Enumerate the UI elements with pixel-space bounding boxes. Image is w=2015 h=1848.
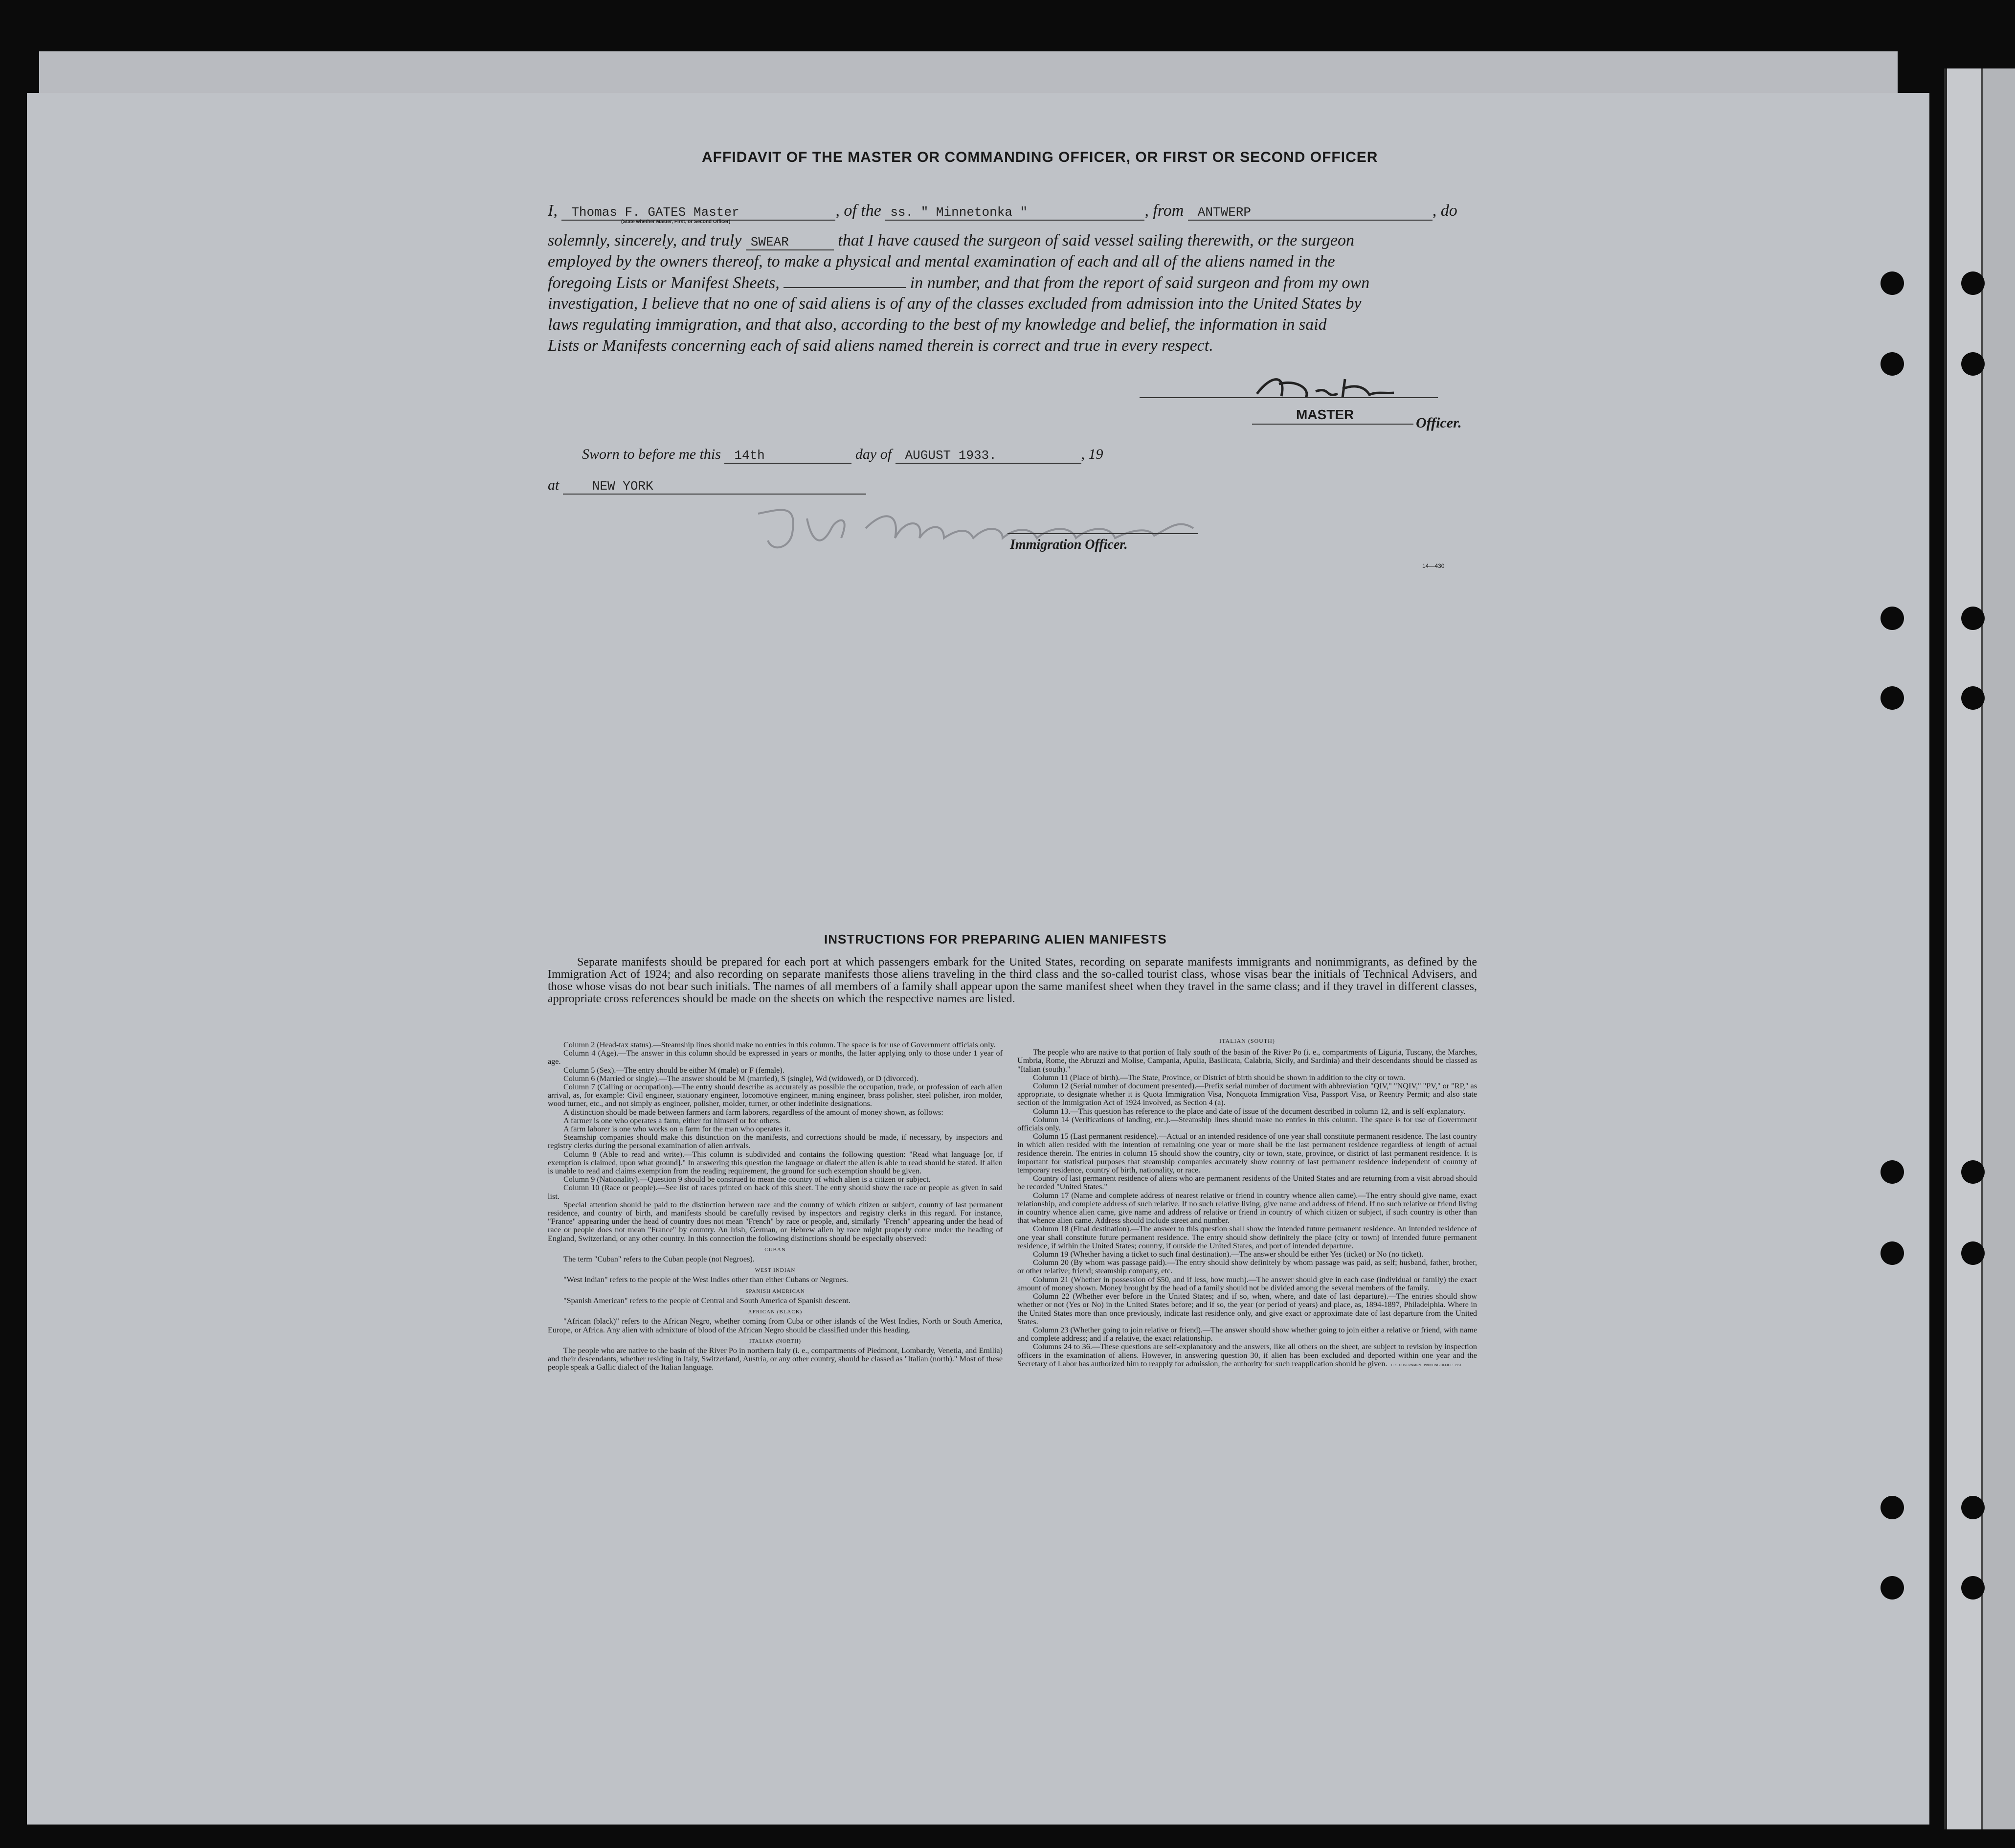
master-signature bbox=[1252, 369, 1448, 408]
instructions-right-column bbox=[1017, 1037, 1477, 1370]
section-heading: CUBAN bbox=[764, 1246, 786, 1253]
sworn-place-field: NEW YORK bbox=[563, 479, 866, 495]
instruction-paragraph: A farm laborer is one who works on a farm for the man who operates it. bbox=[563, 1125, 791, 1134]
punch-hole bbox=[1881, 1496, 1904, 1519]
instruction-paragraph: Column 20 (By whom was passage paid).—The entry should show definitely by whom passage was paid, as self; husband, father, brother, or other relative; friend; steamship company, etc. bbox=[1017, 1258, 1477, 1276]
punch-hole bbox=[1881, 1160, 1904, 1184]
section-text: "African (black)" refers to the African Negro, whether coming from Cuba or other islands of the West Indies, North or South America, Europe, or Africa. Any alien with admixture of blood of the African Negro should be classified under this heading. bbox=[548, 1317, 1003, 1334]
form-number: 14—430 bbox=[1422, 563, 1445, 569]
immigration-officer-signature-line bbox=[1008, 533, 1198, 534]
instruction-paragraph: Column 18 (Final destination).—The answer to this question shall show the intended future permanent residence. An intended residence of one year shall constitute future permanent residence. The entry should show definitely the place (city or town) of intended future permanent residence, if within the United States; country, if outside the United States, and port of intended departure. bbox=[1017, 1224, 1477, 1250]
affidavit-line-3: employed by the owners thereof, to make a physical and mental examination of each and all of the aliens named in the bbox=[548, 252, 1335, 270]
punch-hole bbox=[1961, 1576, 1985, 1600]
affidavit-text: in number, and that from the report of said surgeon and from my own bbox=[910, 274, 1370, 292]
immigration-officer-signature bbox=[739, 499, 1218, 563]
officer-label: Officer. bbox=[1416, 415, 1462, 431]
instruction-paragraph: Column 13.—This question has reference to the place and date of issue of the document described in column 12, and is self-explanatory. bbox=[1033, 1106, 1466, 1116]
section-heading: ITALIAN (NORTH) bbox=[749, 1338, 802, 1344]
instruction-paragraph: The people who are native to that portion of Italy south of the basin of the River Po (i. e., compartments of Liguria, Tuscany, the Marches, Umbria, Rome, the Abruzzi and Molise, Campania, Apulia, Basilicata, Calabria, Sicily, and Sardinia) and their descendants should be classed as "Italian (south)." bbox=[1017, 1048, 1477, 1074]
printing-office-colophon: U. S. GOVERNMENT PRINTING OFFICE: 1933 bbox=[1391, 1363, 1461, 1367]
section-text: The term "Cuban" refers to the Cuban people (not Negroes). bbox=[563, 1255, 755, 1264]
affidavit-text: day of bbox=[855, 446, 892, 462]
officer-title-line bbox=[1252, 424, 1413, 425]
instruction-paragraph: Steamship companies should make this distinction on the manifests, and corrections should be made, if necessary, by inspectors and registry clerks during the personal examination of alien arrivals. bbox=[548, 1133, 1003, 1150]
departure-port-field: ANTWERP bbox=[1188, 205, 1433, 221]
punch-hole bbox=[1961, 1241, 1985, 1265]
instruction-paragraph: Column 5 (Sex).—The entry should be either M (male) or F (female). bbox=[563, 1065, 784, 1075]
officer-name-field: Thomas F. GATES Master bbox=[561, 205, 835, 221]
instructions-intro: Separate manifests should be prepared for each port at which passengers embark for the United States, recording on separate manifests immigrants and nonimmigrants, as defined by the Immigration Act of 1924; and also recording on separate manifests those aliens traveling in the third class and the so-called tourist class, whose visas bear the initials of Technical Advisers, and those whose visas do not bear such initials. The names of all members of a family shall appear upon the same manifest sheet when they travel in the same class; and if they travel in different classes, appropriate cross references should be made on the sheets on which the respective names are listed. bbox=[548, 956, 1477, 1005]
instruction-paragraph: Column 19 (Whether having a ticket to such final destination).—The answer should be either Yes (ticket) or No (no ticket). bbox=[1033, 1250, 1424, 1259]
from-text: , from bbox=[1144, 202, 1184, 220]
affidavit-line-1 bbox=[548, 202, 1457, 221]
section-heading: ITALIAN (SOUTH) bbox=[1219, 1037, 1275, 1044]
instruction-paragraph: Column 4 (Age).—The answer in this column should be expressed in years or months, the latter applying only to those under 1 year of age. bbox=[548, 1049, 1003, 1066]
affidavit-text: foregoing Lists or Manifest Sheets, bbox=[548, 274, 780, 292]
instruction-paragraph bbox=[1017, 1343, 1477, 1370]
punch-hole bbox=[1881, 686, 1904, 710]
instruction-paragraph: A farmer is one who operates a farm, either for himself or for others. bbox=[563, 1116, 781, 1125]
instruction-paragraph: Column 2 (Head-tax status).—Steamship lines should make no entries in this column. The space is for use of Government officials only. bbox=[563, 1040, 996, 1049]
instruction-paragraph: Column 8 (Able to read and write).—This column is subdivided and contains the following question: "Read what language [or, if exemption is claimed, upon what ground]." In answering this question the language or dialect the alien is able to read should be stated. If alien is unable to read and claims exemption from the reading requirement, the ground for such exemption should be given. bbox=[548, 1149, 1003, 1176]
instruction-paragraph: A distinction should be made between farmers and farm laborers, regardless of the amount of money shown, as follows: bbox=[563, 1107, 943, 1117]
punch-hole bbox=[1961, 271, 1985, 295]
punch-hole bbox=[1881, 1576, 1904, 1600]
punch-hole bbox=[1881, 1241, 1904, 1265]
master-title: MASTER bbox=[1296, 407, 1354, 422]
affidavit-text: , 19 bbox=[1081, 446, 1103, 462]
affidavit-line-4 bbox=[548, 273, 1369, 293]
sheet-count-field bbox=[784, 273, 906, 288]
affidavit-line-7: Lists or Manifests concerning each of said aliens named therein is correct and true in every respect. bbox=[548, 337, 1213, 355]
swear-field: SWEAR bbox=[746, 235, 834, 250]
affidavit-text: solemnly, sincerely, and truly bbox=[548, 231, 742, 249]
instruction-paragraph: Column 6 (Married or single).—The answer should be M (married), S (single), Wd (widowed), or D (divorced). bbox=[563, 1074, 918, 1083]
affidavit-text: that I have caused the surgeon of said vessel sailing therewith, or the surgeon bbox=[838, 231, 1355, 249]
instruction-paragraph: Country of last permanent residence of aliens who are permanent residents of the United States and are returning from a visit abroad should be recorded "United States." bbox=[1017, 1174, 1477, 1192]
section-heading: WEST INDIAN bbox=[755, 1267, 796, 1274]
officer-rank-note: (State whether Master, First, or Second Officer) bbox=[621, 219, 731, 225]
section-heading: SPANISH AMERICAN bbox=[745, 1288, 805, 1294]
section-text: "West Indian" refers to the people of the West Indies other than either Cubans or Negroes. bbox=[563, 1275, 849, 1285]
affidavit-text: Sworn to before me this bbox=[582, 446, 721, 462]
affidavit-line-6: laws regulating immigration, and that also, according to the best of my knowledge and belief, the information in said bbox=[548, 316, 1327, 334]
master-signature-line bbox=[1140, 397, 1438, 398]
punch-hole bbox=[1961, 1496, 1985, 1519]
instruction-paragraph: Column 12 (Serial number of document presented).—Prefix serial number of document with abbreviation "QIV," "NQIV," "PV," or "RP," as appropriate, to designate whether it is Quota Immigration Visa, Nonquota Immigration Visa, Passport Visa, or Reentry Permit; and also state section of the Immigration Act of 1924 involved, as Section 4 (a). bbox=[1017, 1082, 1477, 1107]
at-line bbox=[548, 477, 866, 495]
section-heading: AFRICAN (BLACK) bbox=[748, 1309, 803, 1315]
instruction-paragraph: Column 17 (Name and complete address of nearest relative or friend in country whence alien came).—The entry should give name, exact relationship, and complete address of such relative. If no such relative living, give name and address of friend. If no such relative or friend living in country whence alien came, give name and address of relative or friend in country of which citizen or subject, if such country is other than that whence alien came. Address should include street and number. bbox=[1017, 1191, 1477, 1225]
punch-hole bbox=[1961, 607, 1985, 630]
instruction-paragraph: Column 9 (Nationality).—Question 9 should be construed to mean the country of which alien is a citizen or subject. bbox=[563, 1175, 931, 1184]
instruction-paragraph: Special attention should be paid to the distinction between race and the country of which citizen or subject, country of last permanent residence, and country of birth, and manifests should be carefully revised by inspectors and registry clerks in this regard. For instance, "France" appearing under the head of country does not mean "French" by race or people, and, similarly "French" appearing under the head of race or people does not mean "France" by country. An Irish, German, or Hebrew alien by race might properly come under the heading of England, Switzerland, or any other country. In this connection the following distinctions should be especially observed: bbox=[548, 1200, 1003, 1243]
affidavit-text: at bbox=[548, 477, 560, 493]
instruction-paragraph: Column 21 (Whether in possession of $50, and if less, how much).—The answer should give in each case (individual or family) the exact amount of money shown. Money brought by the head of a family should not be divided among the several members of the family. bbox=[1017, 1275, 1477, 1292]
punch-hole bbox=[1961, 1160, 1985, 1184]
instruction-paragraph: Column 14 (Verifications of landing, etc.).—Steamship lines should make no entries in this column. The space is for use of Government officials only. bbox=[1017, 1115, 1477, 1133]
affidavit-title: AFFIDAVIT OF THE MASTER OR COMMANDING OFFICER, OR FIRST OR SECOND OFFICER bbox=[702, 149, 1378, 165]
instruction-paragraph: Column 22 (Whether ever before in the United States; and if so, when, where, and date of last departure).—The entries should show whether or not (Yes or No) in the United States before; and if so, the year (or period of years) and place, as, 1894-1897, Philadelphia. Where in the United States more than once previously, indicate last residence only, and give exact or approximate date of last departure from the United States. bbox=[1017, 1292, 1477, 1326]
punch-hole bbox=[1881, 271, 1904, 295]
vessel-name-field: ss. " Minnetonka " bbox=[885, 205, 1144, 221]
instruction-text: Columns 24 to 36.—These questions are self-explanatory and the answers, like all others on the sheet, are subject to revision by inspection officers in the examination of aliens. However, in answering question 30, if alien has been excluded and deported within one year and the Secretary of Labor has authorized him to reapply for admission, the authority for such reapplication should be given. bbox=[1017, 1342, 1477, 1368]
binder-edge-outer bbox=[1981, 68, 2015, 1829]
punch-hole bbox=[1961, 686, 1985, 710]
section-text: The people who are native to the basin of the River Po in northern Italy (i. e., compartments of Piedmont, Lombardy, Venetia, and Emilia) and their descendants, whether residing in Italy, Switzerland, Austria, or any other country, should be classed as "Italian (north)." Most of these people speak a Gallic dialect of the Italian language. bbox=[548, 1346, 1003, 1372]
affidavit-i: I, bbox=[548, 202, 558, 220]
instruction-paragraph: Column 11 (Place of birth).—The State, Province, or District of birth should be shown in addition to the city or town. bbox=[1033, 1073, 1405, 1082]
instructions-left-column bbox=[548, 1041, 1003, 1372]
immigration-officer-label: Immigration Officer. bbox=[1010, 537, 1128, 552]
sworn-day-field: 14th bbox=[724, 448, 851, 464]
sworn-month-year-field: AUGUST 1933. bbox=[896, 448, 1081, 464]
affidavit-line-2 bbox=[548, 231, 1354, 250]
instruction-paragraph: Column 15 (Last permanent residence).—Actual or an intended residence of one year shall constitute permanent residence. The last country in which alien resided with the intention of remaining one year or more shall be the last permanent residence regardless of length of actual residence therein. The entries in column 15 should show the country, city or town, state, province, or district of last permanent residence. It is important for statistical purposes that steamship companies accurately show country of last permanent residence independent of country of temporary residence, country of birth, nationality, or race. bbox=[1017, 1132, 1477, 1175]
binder-edge bbox=[1944, 68, 1981, 1829]
punch-hole bbox=[1881, 352, 1904, 376]
instructions-title: INSTRUCTIONS FOR PREPARING ALIEN MANIFESTS bbox=[824, 932, 1167, 947]
of-the-text: , of the bbox=[835, 202, 881, 220]
instruction-paragraph: Column 23 (Whether going to join relative or friend).—The answer should show whether going to join either a relative or friend, with name and complete address; and if a relative, the exact relationship. bbox=[1017, 1325, 1477, 1343]
instruction-paragraph: Column 7 (Calling or occupation).—The entry should describe as accurately as possible the occupation, trade, or profession of each alien arrival, as, for example: Civil engineer, stationary engineer, locomotive engineer, mining engineer, brass polisher, steel polisher, iron molder, wood turner, etc., and not simply as engineer, polisher, molder, turner, or other indefinite designations. bbox=[548, 1082, 1003, 1108]
affidavit-line-5: investigation, I believe that no one of said aliens is of any of the classes excluded from admission into the United States by bbox=[548, 294, 1362, 313]
instruction-paragraph: Column 10 (Race or people).—See list of races printed on back of this sheet. The entry should show the race or people as given in said list. bbox=[548, 1183, 1003, 1201]
section-text: "Spanish American" refers to the people of Central and South America of Spanish descent. bbox=[563, 1296, 851, 1305]
punch-hole bbox=[1881, 607, 1904, 630]
do-text: , do bbox=[1432, 202, 1457, 220]
punch-hole bbox=[1961, 352, 1985, 376]
sworn-line bbox=[582, 446, 1103, 464]
